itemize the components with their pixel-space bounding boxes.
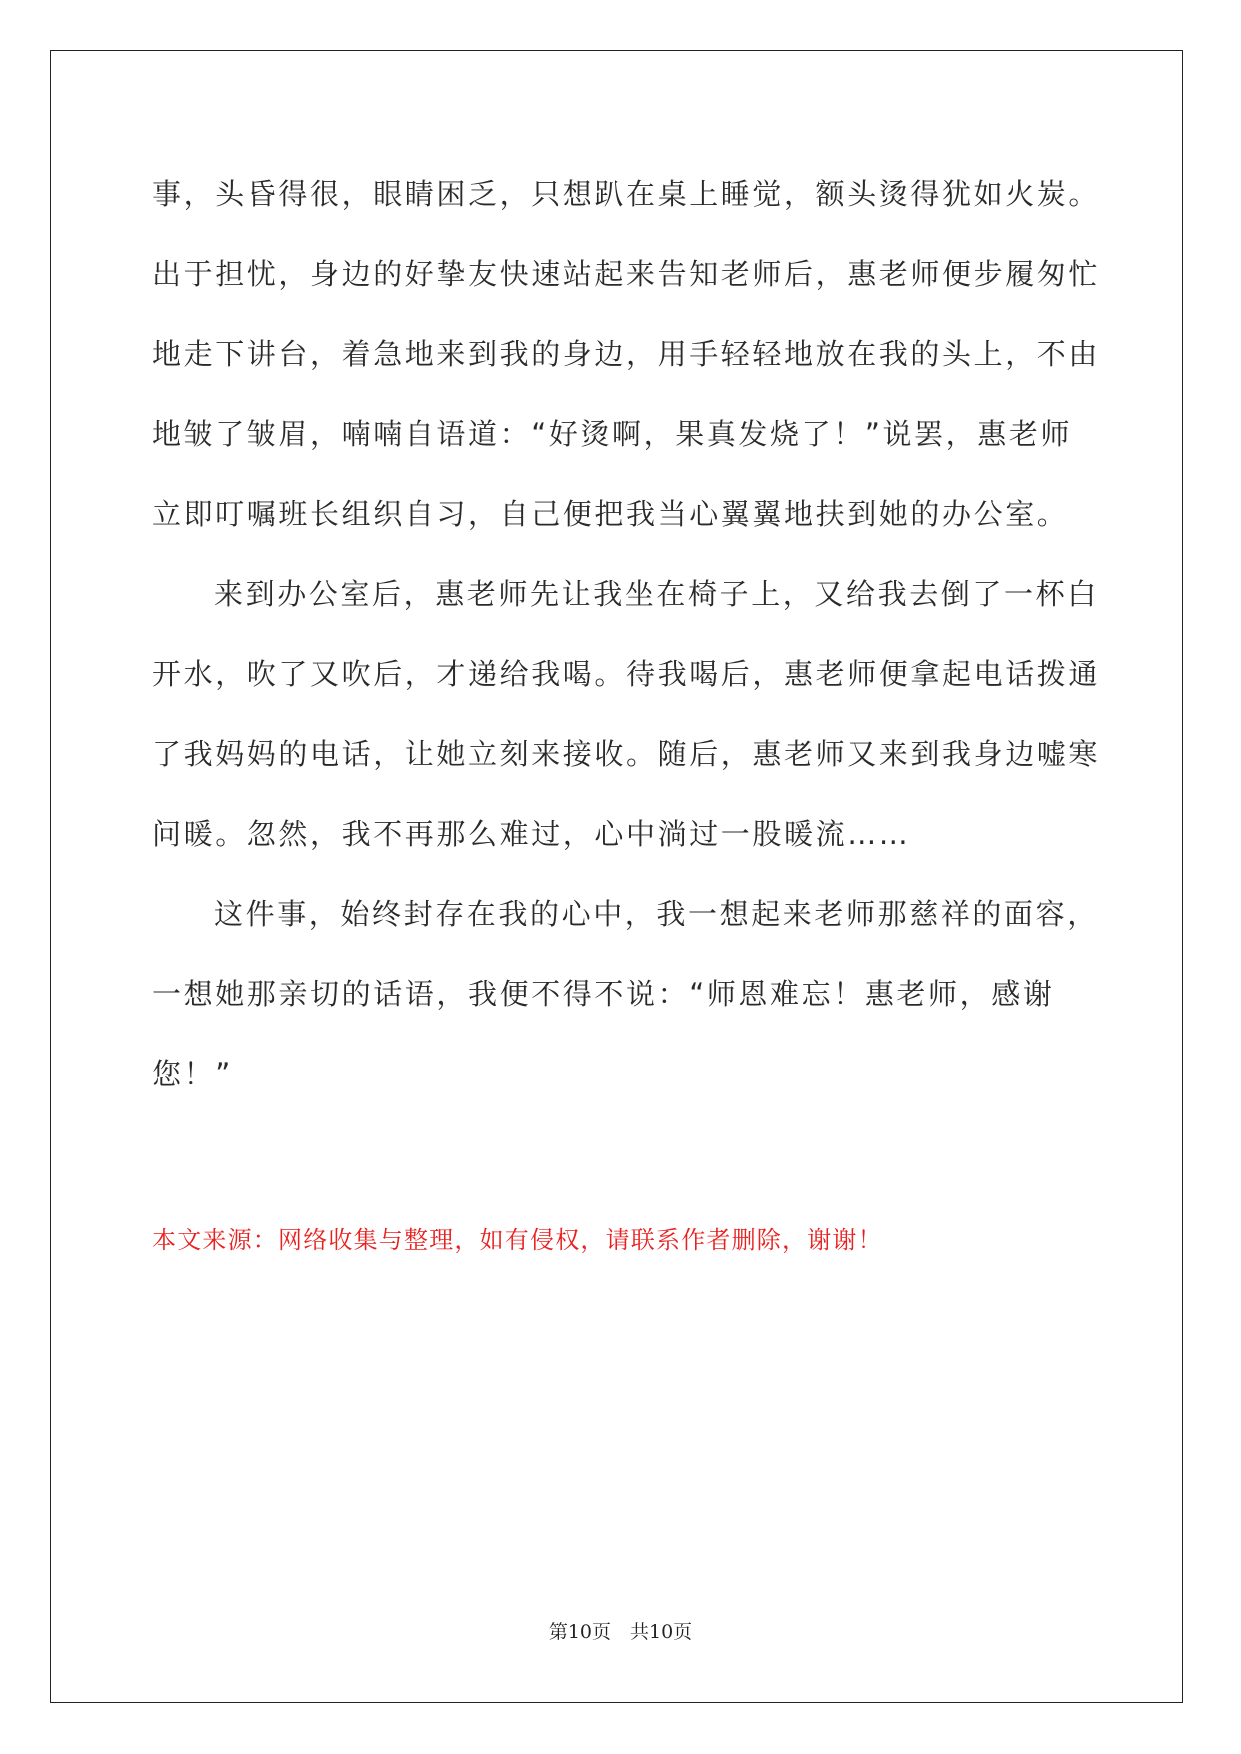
body-line-7: 开水，吹了又吹后，才递给我喝。待我喝后，惠老师便拿起电话拨通: [152, 657, 1101, 691]
body-line-3: 地走下讲台，着急地来到我的身边，用手轻轻地放在我的头上，不由: [152, 337, 1101, 371]
body-line-2: 出于担忧，身边的好挚友快速站起来告知老师后，惠老师便步履匆忙: [152, 257, 1101, 291]
body-line-4: 地皱了皱眉，喃喃自语道：“好烫啊，果真发烧了！”说罢，惠老师: [152, 417, 1073, 451]
body-line-10: 这件事，始终封存在我的心中，我一想起来老师那慈祥的面容，: [214, 897, 1099, 931]
body-line-5: 立即叮嘱班长组织自习，自己便把我当心翼翼地扶到她的办公室。: [152, 497, 1069, 531]
body-line-9: 问暖。忽然，我不再那么难过，心中淌过一股暖流……: [152, 817, 911, 851]
body-line-8: 了我妈妈的电话，让她立刻来接收。随后，惠老师又来到我身边嘘寒: [152, 737, 1101, 771]
page-number-footer: 第10页 共10页: [548, 1621, 693, 1643]
body-line-12: 您！”: [152, 1057, 233, 1091]
body-line-11: 一想她那亲切的话语，我便不得不说：“师恩难忘！惠老师，感谢: [152, 977, 1055, 1011]
page-border: [50, 50, 1183, 1703]
body-line-6: 来到办公室后，惠老师先让我坐在椅子上，又给我去倒了一杯白: [214, 577, 1099, 611]
body-line-1: 事，头昏得很，眼睛困乏，只想趴在桌上睡觉，额头烫得犹如火炭。: [152, 177, 1101, 211]
source-note: 本文来源：网络收集与整理，如有侵权，请联系作者删除，谢谢！: [152, 1226, 883, 1254]
